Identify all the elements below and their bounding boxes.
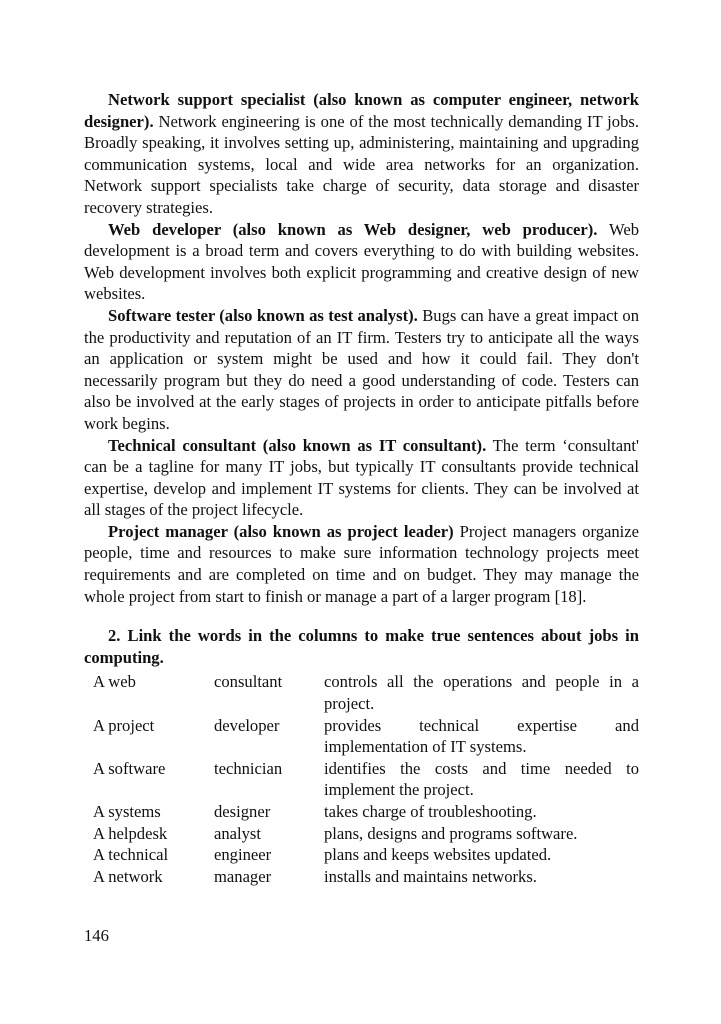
table-row xyxy=(93,715,639,758)
table-cell-subject: A systems xyxy=(93,802,161,821)
paragraph-text: Web development is a broad term and covers everything to do with building websites. Web development involves both explicit programming and creative design of new websites. xyxy=(84,219,639,304)
table-cell-subject: A web xyxy=(93,672,136,692)
paragraph-heading: Web developer (also known as Web designer, web producer). xyxy=(108,219,598,239)
table-cell-job: engineer xyxy=(214,845,272,865)
table-cell-description: plans, designs and programs software. xyxy=(324,823,578,843)
table-row xyxy=(93,671,639,714)
paragraph-heading: Software tester (also known as test analyst). xyxy=(108,305,418,325)
table-cell-job: technician xyxy=(214,758,283,778)
table-cell-description: controls all the operations and people in a project. xyxy=(324,672,639,714)
table-cell-job: consultant xyxy=(214,672,283,692)
table-cell-job: analyst xyxy=(214,823,262,843)
table-row xyxy=(93,866,639,888)
exercise-instruction: 2. Link the words in the columns to make true sentences about jobs in computing. xyxy=(84,626,639,667)
paragraph-text: The term ‘consultant' can be a tagline for many IT jobs, but typically IT consultants provide technical expertise, develop and implement IT systems for clients. They can be involved at all stages of the project lifecycle. xyxy=(84,435,639,520)
matching-table xyxy=(93,671,639,887)
table-cell-subject: A project xyxy=(93,715,155,735)
table-row xyxy=(93,801,639,823)
table-cell-subject: A network xyxy=(93,866,163,886)
table-cell-description: takes charge of troubleshooting. xyxy=(324,802,537,821)
table-cell-description: installs and maintains networks. xyxy=(324,866,537,886)
page-number: 146 xyxy=(84,926,109,945)
paragraph-project-manager xyxy=(84,521,639,607)
table-cell-description: plans and keeps websites updated. xyxy=(324,845,552,865)
table-cell-job: manager xyxy=(214,866,272,886)
table-cell-subject: A helpdesk xyxy=(93,823,168,843)
paragraph-network-support xyxy=(84,89,639,219)
table-cell-description: provides technical expertise and implementation of IT systems. xyxy=(324,715,639,757)
paragraph-heading: Project manager (also known as project leader) xyxy=(108,521,454,541)
paragraph-text: Project managers organize people, time and resources to make sure information technology projects meet requirements and are completed on time and on budget. They may manage the whole project from start to finish or manage a part of a larger program [18]. xyxy=(84,521,640,606)
table-row xyxy=(93,758,639,801)
table-cell-subject: A software xyxy=(93,758,166,778)
table-row xyxy=(93,844,639,866)
table-cell-job: designer xyxy=(214,802,271,821)
paragraph-heading: Technical consultant (also known as IT consultant). xyxy=(108,435,487,455)
page-content xyxy=(84,89,639,887)
paragraph-technical-consultant xyxy=(84,435,639,521)
paragraph-text: Network engineering is one of the most technically demanding IT jobs. Broadly speaking, it involves setting up, administering, maintaining and upgrading communication systems, local and wide area networks for an organization. Network support specialists take charge of security, data storage and disaster recovery strategies. xyxy=(84,111,639,217)
paragraph-software-tester xyxy=(84,305,639,435)
paragraph-web-developer xyxy=(84,219,639,305)
paragraph-text: Bugs can have a great impact on the productivity and reputation of an IT firm. Testers try to anticipate all the ways an application or system might be used and how it could fail. They don't necessarily program but they do need a good understanding of code. Testers can also be involved at the early stages of projects in order to anticipate pitfalls before work begins. xyxy=(84,305,640,433)
table-row xyxy=(93,823,639,845)
table-cell-description: identifies the costs and time needed to implement the project. xyxy=(324,758,639,800)
paragraph-heading: Network support specialist (also known as computer engineer, network designer). xyxy=(84,90,639,131)
table-cell-subject: A technical xyxy=(93,845,169,865)
table-cell-job: developer xyxy=(214,715,280,735)
